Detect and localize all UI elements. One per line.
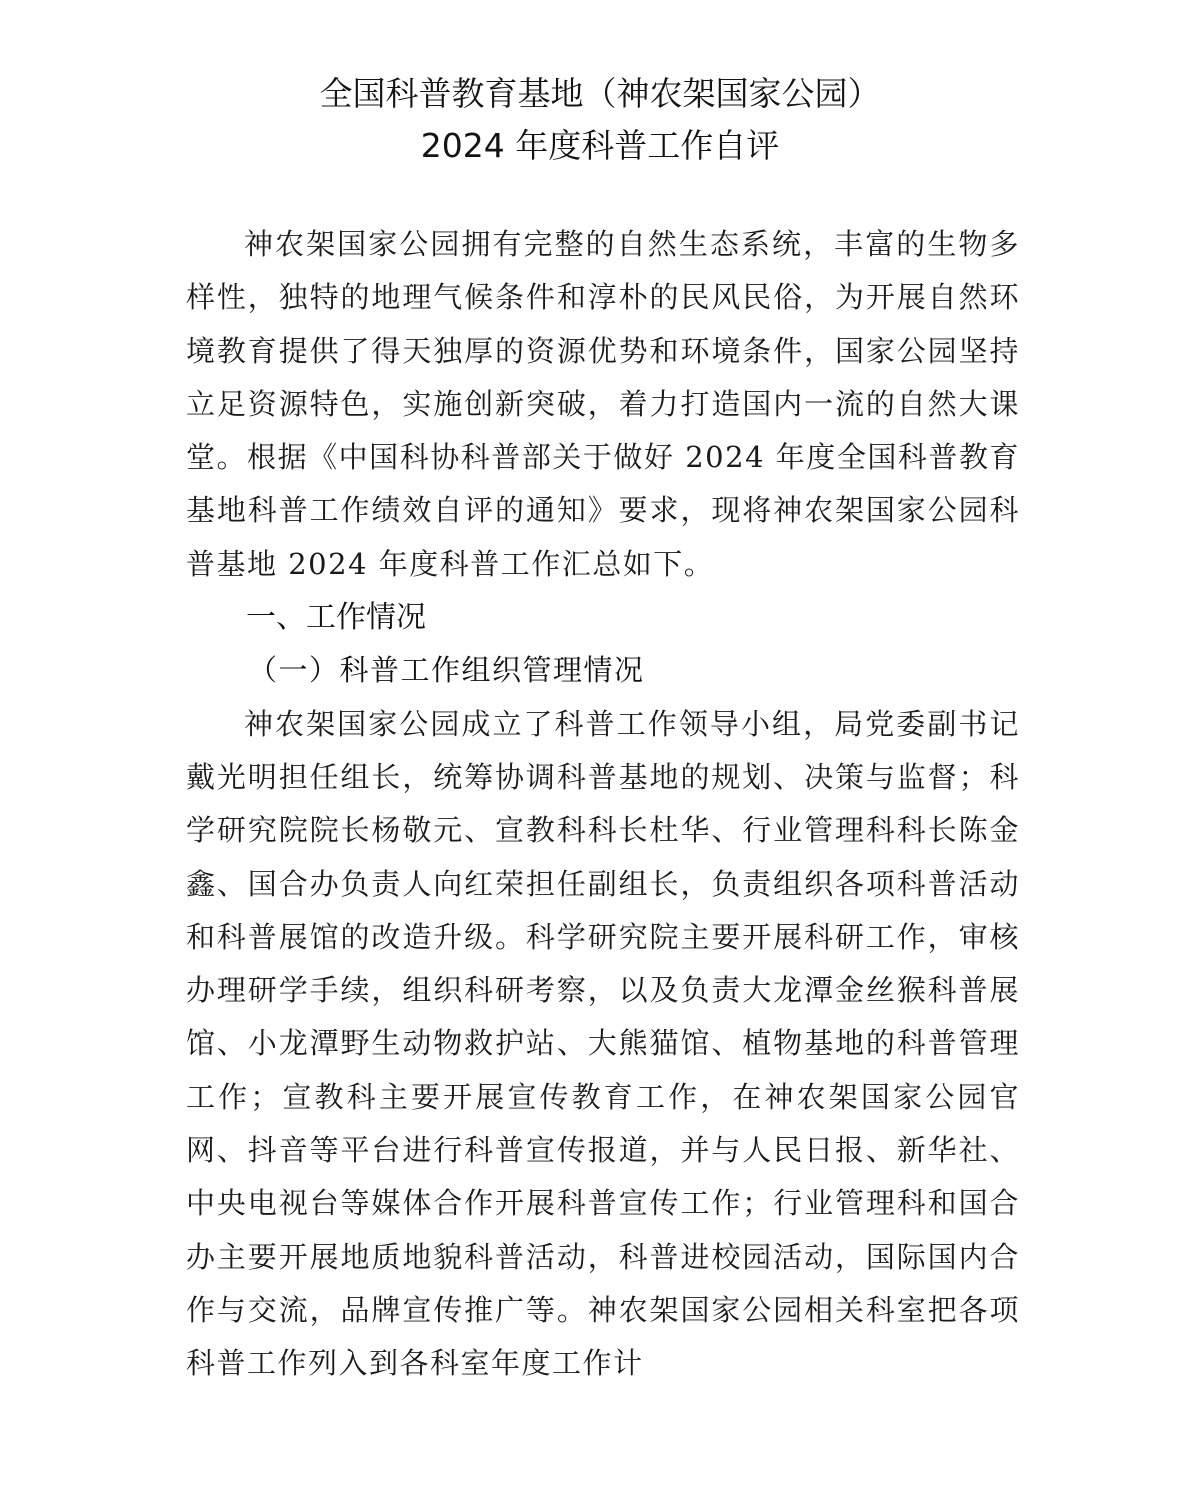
- subsection-heading-organization: （一）科普工作组织管理情况: [248, 653, 645, 688]
- intro-paragraph: 神农架国家公园拥有完整的自然生态系统，丰富的生物多样性，独特的地理气候条件和淳朴的民风民俗，为开展自然环境教育提供了得天独厚的资源优势和环境条件，国家公园坚持立足资源特色，实施创新突破，着力打造国内一流的自然大课堂。根据《中国科协科普部关于做好 2024 年度全国科普教育基地科普工作绩效自评的通知》要求，现将神农架国家公园科普基地 2024 年度科普工作汇总如下。: [186, 227, 1020, 581]
- document-title: [0, 68, 1200, 172]
- document-body: [186, 218, 1020, 1391]
- title-line-1: 全国科普教育基地（神农架国家公园）: [319, 74, 881, 113]
- title-line-2: 2024 年度科普工作自评: [420, 126, 780, 165]
- organization-paragraph: 神农架国家公园成立了科普工作领导小组，局党委副书记戴光明担任组长，统筹协调科普基地的规划、决策与监督；科学研究院院长杨敬元、宣教科科长杜华、行业管理科科长陈金鑫、国合办负责人向红荣担任副组长，负责组织各项科普活动和科普展馆的改造升级。科学研究院主要开展科研工作，审核办理研学手续，组织科研考察，以及负责大龙潭金丝猴科普展馆、小龙潭野生动物救护站、大熊猫馆、植物基地的科普管理工作；宣教科主要开展宣传教育工作，在神农架国家公园官网、抖音等平台进行科普宣传报道，并与人民日报、新华社、中央电视台等媒体合作开展科普宣传工作；行业管理科和国合办主要开展地质地貌科普活动，科普进校园活动，国际国内合作与交流，品牌宣传推广等。神农架国家公园相关科室把各项科普工作列入到各科室年度工作计: [186, 706, 1020, 1381]
- section-heading-work-status: 一、工作情况: [246, 600, 426, 636]
